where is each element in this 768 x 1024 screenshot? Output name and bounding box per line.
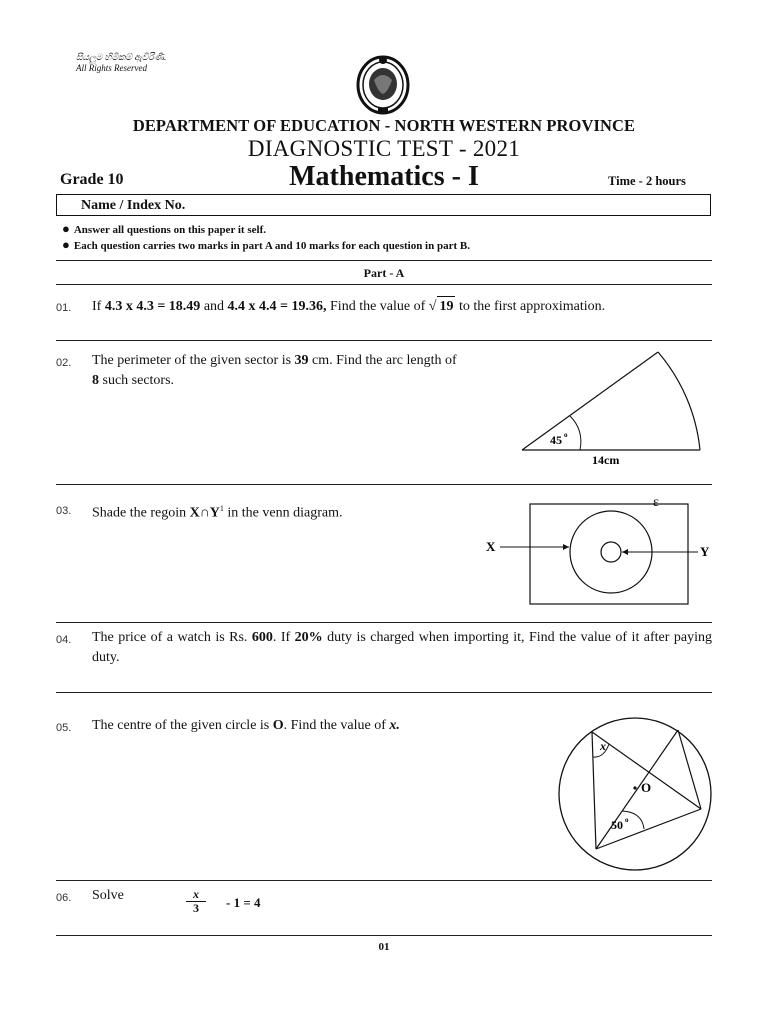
question-5-text: The centre of the given circle is O. Find the value of x.	[92, 718, 400, 733]
question-3-text: Shade the regoin $X\cap Y^1$ in the venn diagram.	[92, 504, 343, 521]
universal-set-label: ε	[653, 495, 659, 510]
fraction	[186, 888, 206, 915]
sector-diagram	[510, 344, 720, 474]
question-2-text: The perimeter of the given sector is 39 cm. Find the arc length of 8 such sectors.	[92, 353, 457, 388]
circle-diagram	[554, 714, 716, 874]
fraction-numerator: x	[186, 888, 206, 902]
page-number: 01	[378, 941, 390, 953]
question-number: 06.	[56, 892, 72, 904]
divider	[56, 284, 712, 285]
angle-label: 45	[550, 433, 562, 447]
answer-line	[56, 692, 712, 693]
set-y-label: Y	[700, 544, 710, 559]
fraction-denominator: 3	[193, 901, 199, 915]
question-number: 01.	[56, 302, 72, 314]
instruction-2: ● Each question carries two marks in part A and 10 marks for each question in part B.	[62, 237, 470, 252]
sri-lanka-emblem-icon	[354, 52, 412, 116]
part-a-heading: Part - A	[363, 266, 405, 280]
answer-line	[56, 484, 712, 485]
question-number: 03.	[56, 505, 72, 517]
question-1-text: If 4.3 x 4.3 = 18.49 and 4.4 x 4.4 = 19.36, Find the value of √ 19 to the first approximation.	[92, 296, 605, 317]
test-title: DIAGNOSTIC TEST - 2021	[247, 136, 521, 161]
question-number: 05.	[56, 722, 72, 734]
bullet-icon: ●	[62, 237, 70, 252]
rights-sinhala: සියලුම හිමිකම් ඇවිරිණි.	[76, 52, 167, 62]
angle-label: 50	[611, 818, 623, 832]
subject-title: Mathematics - I	[289, 161, 479, 192]
centre-label: O	[641, 780, 652, 795]
department-heading: DEPARTMENT OF EDUCATION - NORTH WESTERN PROVINCE	[132, 116, 636, 135]
equation-rest: - 1 = 4	[226, 895, 261, 910]
grade-label: Grade 10	[60, 171, 124, 188]
answer-line	[56, 935, 712, 936]
name-index-box[interactable]	[56, 194, 711, 216]
question-4-text: The price of a watch is Rs. 600. If 20% duty is charged when importing it, Find the value of it after paying duty.	[92, 630, 712, 665]
divider	[56, 260, 712, 261]
x-angle-label: x	[600, 739, 606, 753]
answer-line	[56, 880, 712, 881]
rights-english: All Rights Reserved	[76, 63, 147, 73]
question-number: 04.	[56, 634, 72, 646]
question-number: 02.	[56, 357, 72, 369]
square-root-icon: √	[428, 299, 437, 314]
degree-icon: o	[564, 431, 568, 439]
set-x-label: X	[486, 539, 496, 554]
degree-icon: o	[625, 816, 629, 824]
venn-diagram	[480, 490, 716, 608]
bullet-icon: ●	[62, 221, 70, 236]
radius-label: 14cm	[592, 453, 620, 467]
all-rights-reserved	[76, 52, 166, 74]
name-index-label: Name / Index No.	[81, 198, 186, 213]
answer-line	[56, 622, 712, 623]
set-expression: X∩Y	[189, 505, 220, 521]
answer-line	[56, 340, 712, 341]
question-6-label: Solve	[92, 888, 124, 903]
time-allowed: Time - 2 hours	[608, 174, 686, 188]
radicand: 19	[437, 296, 455, 317]
instruction-1: ● Answer all questions on this paper it self.	[62, 221, 266, 236]
